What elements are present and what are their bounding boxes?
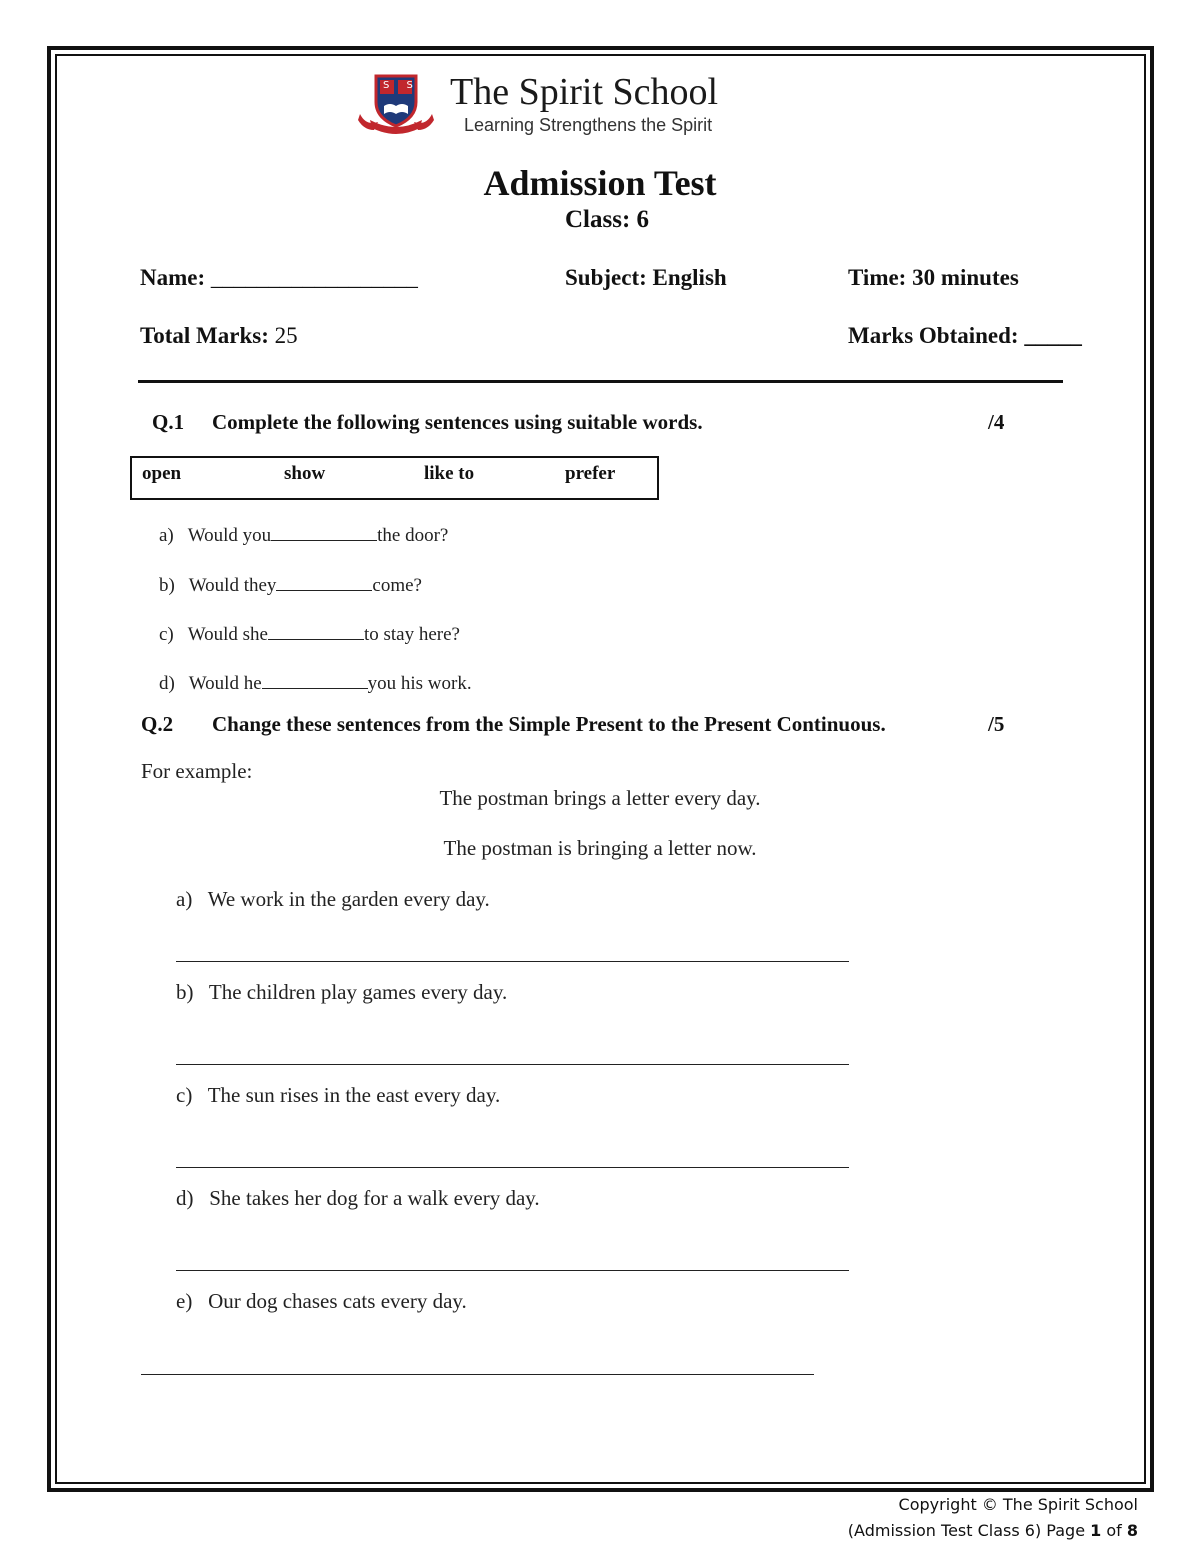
example-continuous: The postman is bringing a letter now.	[443, 836, 757, 860]
q2-item-b	[176, 980, 507, 1005]
q2-item-d	[176, 1186, 540, 1211]
item-before: Would you	[187, 525, 272, 546]
page-current: 1	[1090, 1521, 1102, 1540]
footer-copyright: Copyright © The Spirit School	[898, 1495, 1138, 1514]
document-title: Admission Test	[483, 163, 717, 203]
word-bank-item: show	[284, 463, 326, 484]
total-marks-value: 25	[274, 323, 298, 348]
marks-obtained-label: Marks Obtained:	[848, 323, 1019, 348]
subject-label: Subject:	[565, 265, 647, 290]
item-after: come?	[372, 575, 422, 596]
q1-marks: /4	[988, 410, 1005, 434]
item-before: Would they	[188, 575, 277, 596]
item-label: a)	[159, 525, 174, 546]
page-prefix: (Admission Test Class 6) Page	[847, 1521, 1091, 1540]
page-of: of	[1101, 1521, 1127, 1540]
time-field	[848, 265, 1019, 291]
q1-item-d	[159, 673, 472, 695]
item-before: Would he	[188, 673, 262, 694]
item-label: c)	[176, 1083, 193, 1107]
subject-value: English	[652, 265, 727, 290]
time-value: 30 minutes	[912, 265, 1019, 290]
item-label: b)	[159, 575, 175, 596]
item-label: d)	[176, 1186, 194, 1210]
item-text: We work in the garden every day.	[207, 887, 490, 911]
page-total: 8	[1126, 1521, 1138, 1540]
item-text: Our dog chases cats every day.	[208, 1289, 467, 1313]
example-label: For example:	[141, 759, 253, 783]
school-logo	[356, 70, 436, 136]
q2-item-c	[176, 1083, 500, 1108]
item-label: a)	[176, 887, 193, 911]
item-text: She takes her dog for a walk every day.	[209, 1186, 540, 1210]
total-marks-field	[140, 323, 298, 349]
q1-item-a	[159, 525, 448, 547]
logo-initials: S S	[383, 80, 420, 91]
school-name: The Spirit School	[450, 71, 719, 113]
word-bank	[130, 456, 659, 500]
total-marks-label: Total Marks:	[140, 323, 269, 348]
q1-item-c	[159, 624, 460, 646]
answer-line[interactable]	[176, 1064, 849, 1065]
q2-item-a	[176, 887, 490, 912]
marks-obtained-blank: _____	[1024, 323, 1082, 348]
answer-line[interactable]	[176, 1167, 849, 1168]
answer-blank[interactable]	[271, 526, 377, 541]
q1-number: Q.1	[152, 410, 185, 434]
footer-page-info	[848, 1521, 1138, 1540]
item-after: to stay here?	[363, 624, 460, 645]
item-after: the door?	[377, 525, 449, 546]
item-label: d)	[159, 673, 175, 694]
school-tagline: Learning Strengthens the Spirit	[464, 115, 713, 135]
item-label: b)	[176, 980, 194, 1004]
marks-obtained-field	[848, 323, 1082, 349]
q2-marks: /5	[988, 712, 1005, 736]
answer-line[interactable]	[176, 961, 849, 962]
q2-item-e	[176, 1289, 467, 1314]
item-label: c)	[159, 624, 174, 645]
answer-line[interactable]	[141, 1374, 814, 1375]
item-text: The children play games every day.	[208, 980, 508, 1004]
name-label: Name:	[140, 265, 206, 290]
item-label: e)	[176, 1289, 193, 1313]
example-present: The postman brings a letter every day.	[439, 786, 761, 810]
q1-item-b	[159, 575, 422, 597]
answer-line[interactable]	[176, 1270, 849, 1271]
item-before: Would she	[187, 624, 268, 645]
answer-blank[interactable]	[276, 576, 372, 591]
subject-field	[565, 265, 727, 291]
answer-blank[interactable]	[262, 674, 368, 689]
word-bank-item: like to	[424, 463, 475, 484]
header-divider	[138, 380, 1063, 383]
word-bank-item: open	[142, 463, 182, 484]
name-blank: __________________	[210, 265, 418, 290]
class-line: Class: 6	[565, 206, 650, 233]
item-after: you his work.	[367, 673, 472, 694]
q2-instruction: Change these sentences from the Simple Present to the Present Continuous.	[212, 712, 886, 736]
name-field	[140, 265, 418, 291]
item-text: The sun rises in the east every day.	[207, 1083, 501, 1107]
time-label: Time:	[848, 265, 907, 290]
q2-number: Q.2	[141, 712, 174, 736]
word-bank-item: prefer	[565, 463, 616, 484]
answer-blank[interactable]	[268, 625, 364, 640]
q1-instruction: Complete the following sentences using suitable words.	[212, 410, 703, 434]
